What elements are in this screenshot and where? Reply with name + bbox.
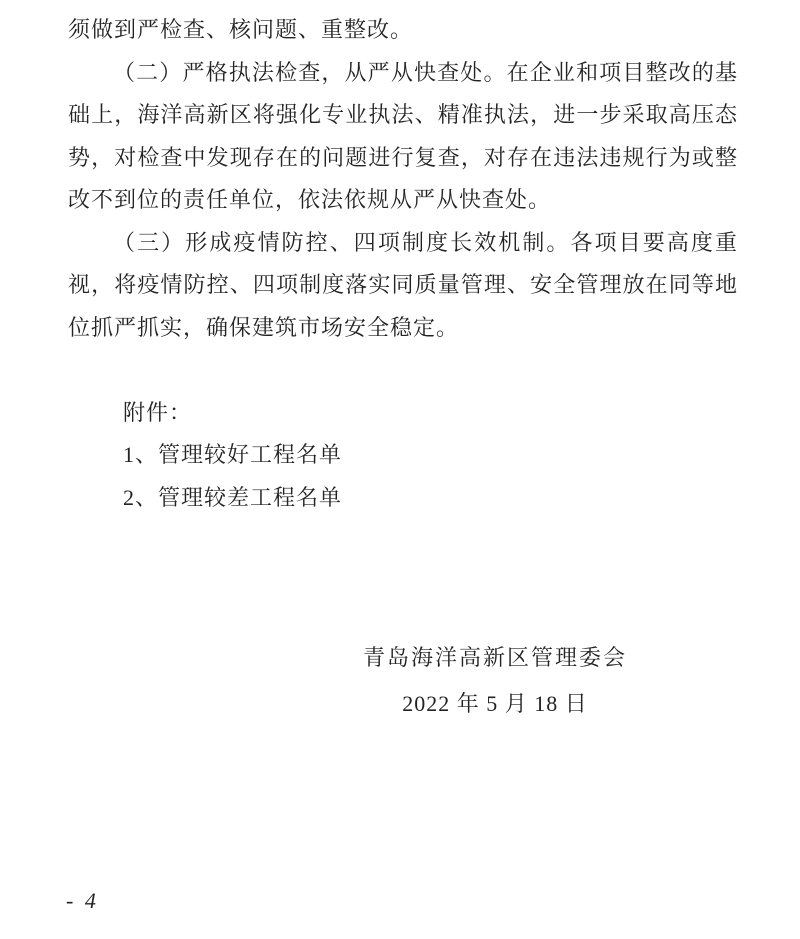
attachments-block [68,392,738,520]
page-number: - 4 [66,888,99,913]
body-paragraph-continuation: 须做到严检查、核问题、重整改。 [68,17,414,42]
attachment-item-2: 2、管理较差工程名单 [123,484,343,510]
document-body [68,9,738,519]
body-paragraph-section-3: （三）形成疫情防控、四项制度长效机制。各项目要高度重视，将疫情防控、四项制度落实同质量管理、安全管理放在同等地位抓严抓实，确保建筑市场安全稳定。 [68,229,738,340]
signature-line: 青岛海洋高新区管理委会 [362,645,627,670]
attachment-item-1: 1、管理较好工程名单 [123,442,343,467]
attachments-label: 附件： [123,399,193,425]
date-line: 2022 年 5 月 18 日 [402,691,588,716]
body-paragraph-section-2: （二）严格执法检查，从严从快查处。在企业和项目整改的基础上，海洋高新区将强化专业执法、精准执法，进一步采取高压态势，对检查中发现存在的问题进行复查，对存在违法违规行为或整改不到位的责任单位，依法依规从严从快查处。 [68,59,738,212]
